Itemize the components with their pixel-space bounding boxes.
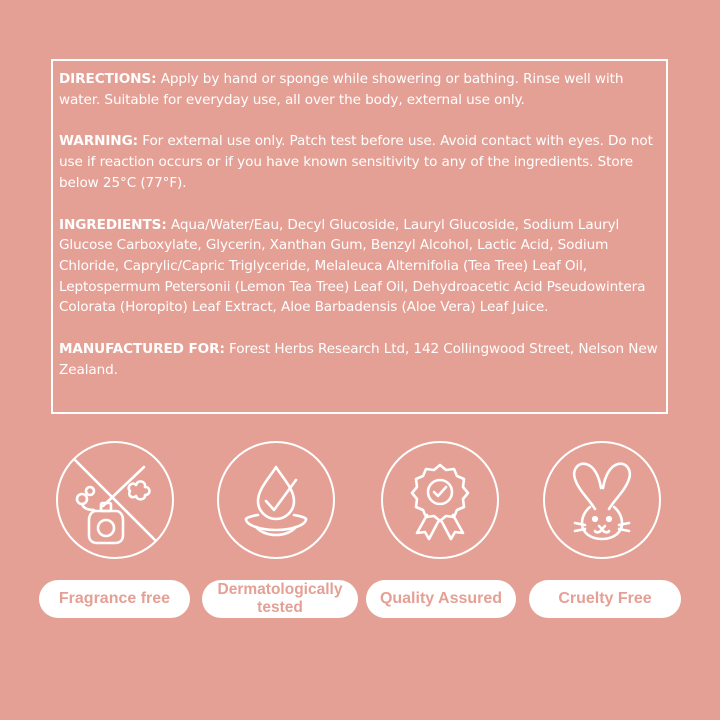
directions-section [59,69,660,110]
quality-assured-label: Quality Assured [366,580,516,618]
quality-assured-badge [381,441,499,559]
directions-text: Apply by hand or sponge while showering or bathing. Rinse well with water. Suitable for everyday use, all over the body, external use only. [59,71,624,108]
fragrance-free-label: Fragrance free [39,580,190,618]
ingredients-text: Aqua/Water/Eau, Decyl Glucoside, Lauryl Glucoside, Sodium Lauryl Glucose Carboxylate, Glycerin, Xanthan Gum, Benzyl Alcohol, Lactic Acid, Sodium Chloride, Caprylic/Capric Triglyceride, Melaleuca Alternifolia (Tea Tree) Leaf Oil, Leptospermum Petersonii (Lemon Tea Tree) Leaf Oil, Dehydroacetic Acid Pseudowintera Colorata (Horopito) Leaf Extract, Aloe Barbadensis (Aloe Vera) Leaf Juice. [59,216,646,316]
cruelty-free-icon [545,443,659,557]
manufacturer-text: Forest Herbs Research Ltd, 142 Collingwood Street, Nelson New Zealand. [59,341,658,378]
directions-heading: DIRECTIONS: [59,71,157,87]
cruelty-free-label: Cruelty Free [529,580,681,618]
product-info-box [51,59,668,414]
manufacturer-section [59,339,660,380]
ingredients-section [59,215,660,319]
warning-heading: WARNING: [59,133,138,150]
fragrance-free-badge [56,441,174,559]
ingredients-heading: INGREDIENTS: [59,216,167,233]
warning-section [59,131,660,193]
quality-assured-icon [383,443,497,557]
warning-text: For external use only. Patch test before use. Avoid contact with eyes. Do not use if reaction occurs or if you have known sensitivity to any of the ingredients. Store below 25°C (77°F). [59,133,653,191]
badge-icons [0,441,720,561]
dermatologically-tested-icon [219,443,333,557]
dermatologically-tested-label: Dermatologically tested [202,580,358,618]
dermatologically-tested-badge [217,441,335,559]
manufacturer-heading: MANUFACTURED FOR: [59,341,225,358]
fragrance-free-icon [58,443,172,557]
cruelty-free-badge [543,441,661,559]
